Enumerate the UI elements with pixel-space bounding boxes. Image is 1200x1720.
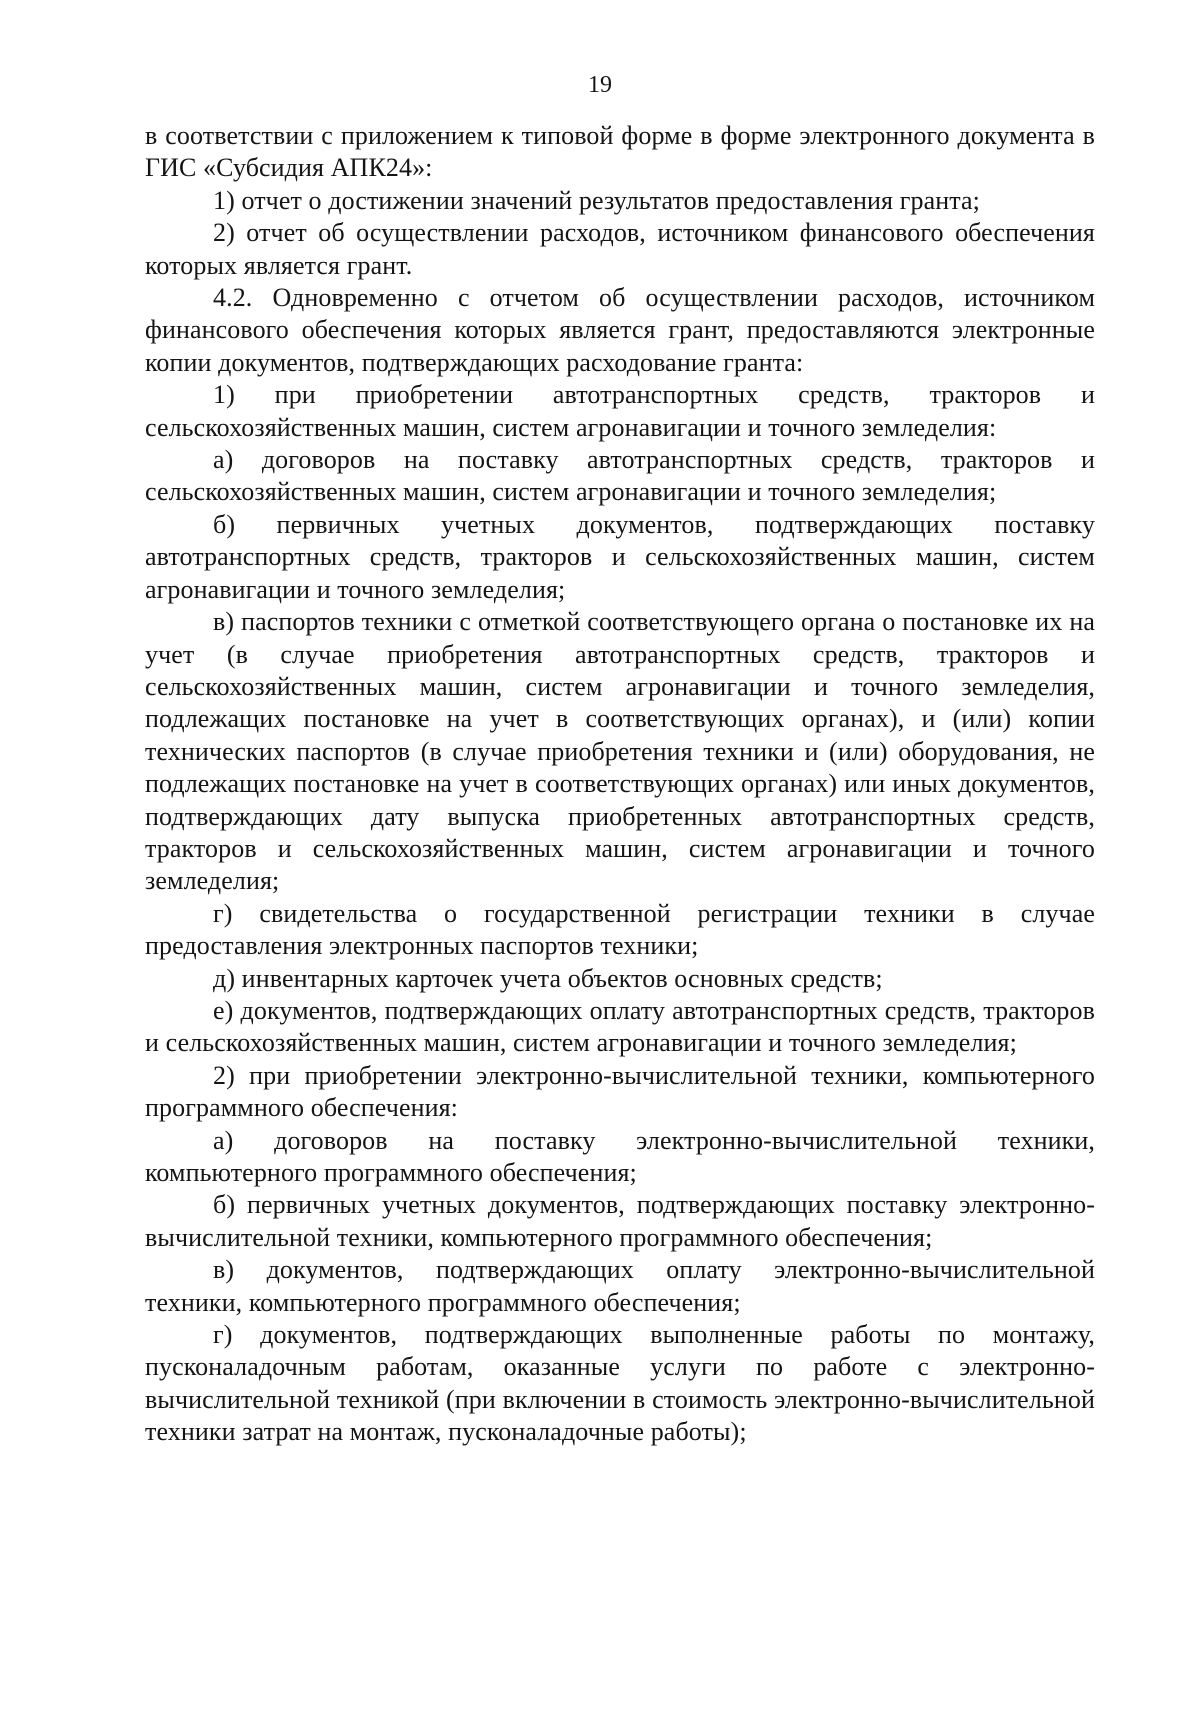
paragraph: 4.2. Одновременно с отчетом об осуществлении расходов, источником финансового обеспечения которых является грант, предоставляются электронные копии документов, подтверждающих расходование гранта: <box>145 283 1095 377</box>
paragraph: в соответствии с приложением к типовой форме в форме электронного документа в ГИС «Субсидия АПК24»: <box>145 121 1095 183</box>
paragraph: в) документов, подтверждающих оплату электронно-вычислительной техники, компьютерного программного обеспечения; <box>145 1255 1095 1317</box>
paragraph: е) документов, подтверждающих оплату автотранспортных средств, тракторов и сельскохозяйственных машин, систем агронавигации и точного земледелия; <box>145 995 1095 1058</box>
paragraph: б) первичных учетных документов, подтверждающих поставку автотранспортных средств, тракторов и сельскохозяйственных машин, систем агронавигации и точного земледелия; <box>145 509 1095 604</box>
paragraph: г) свидетельства о государственной регистрации техники в случае предоставления электронных паспортов техники; <box>145 898 1095 961</box>
paragraph: 2) отчет об осуществлении расходов, источником финансового обеспечения которых является грант. <box>145 218 1095 280</box>
paragraph: 1) при приобретении автотранспортных средств, тракторов и сельскохозяйственных машин, систем агронавигации и точного земледелия: <box>145 380 1095 442</box>
paragraph: а) договоров на поставку автотранспортных средств, тракторов и сельскохозяйственных машин, систем агронавигации и точного земледелия; <box>145 445 1095 507</box>
document-body <box>145 120 1095 1449</box>
paragraph: в) паспортов техники с отметкой соответствующего органа о постановке их на учет (в случае приобретения автотранспортных средств, тракторов и сельскохозяйственных машин, систем агронавигации и точного земледелия, подлежащих постановке на учет в соответствующих органах), и (или) копии технических паспортов (в случае приобретения техники и (или) оборудования, не подлежащих постановке на учет в соответствующих органах) или иных документов, подтверждающих дату выпуска приобретенных автотранспортных средств, тракторов и сельскохозяйственных машин, систем агронавигации и точного земледелия; <box>145 607 1095 896</box>
page-number: 19 <box>588 72 612 98</box>
paragraph: 2) при приобретении электронно-вычислительной техники, компьютерного программного обеспечения: <box>145 1060 1095 1123</box>
paragraph: г) документов, подтверждающих выполненные работы по монтажу, пусконаладочным работам, оказанные услуги по работе с электронно-вычислительной техникой (при включении в стоимость электронно-вычислительной техники затрат на монтаж, пусконаладочные работы); <box>145 1320 1095 1447</box>
paragraph: 1) отчет о достижении значений результатов предоставления гранта; <box>213 185 980 215</box>
paragraph: б) первичных учетных документов, подтверждающих поставку электронно-вычислительной техники, компьютерного программного обеспечения; <box>145 1190 1095 1252</box>
paragraph: д) инвентарных карточек учета объектов основных средств; <box>213 963 883 993</box>
paragraph: а) договоров на поставку электронно-вычислительной техники, компьютерного программного обеспечения; <box>145 1125 1095 1187</box>
